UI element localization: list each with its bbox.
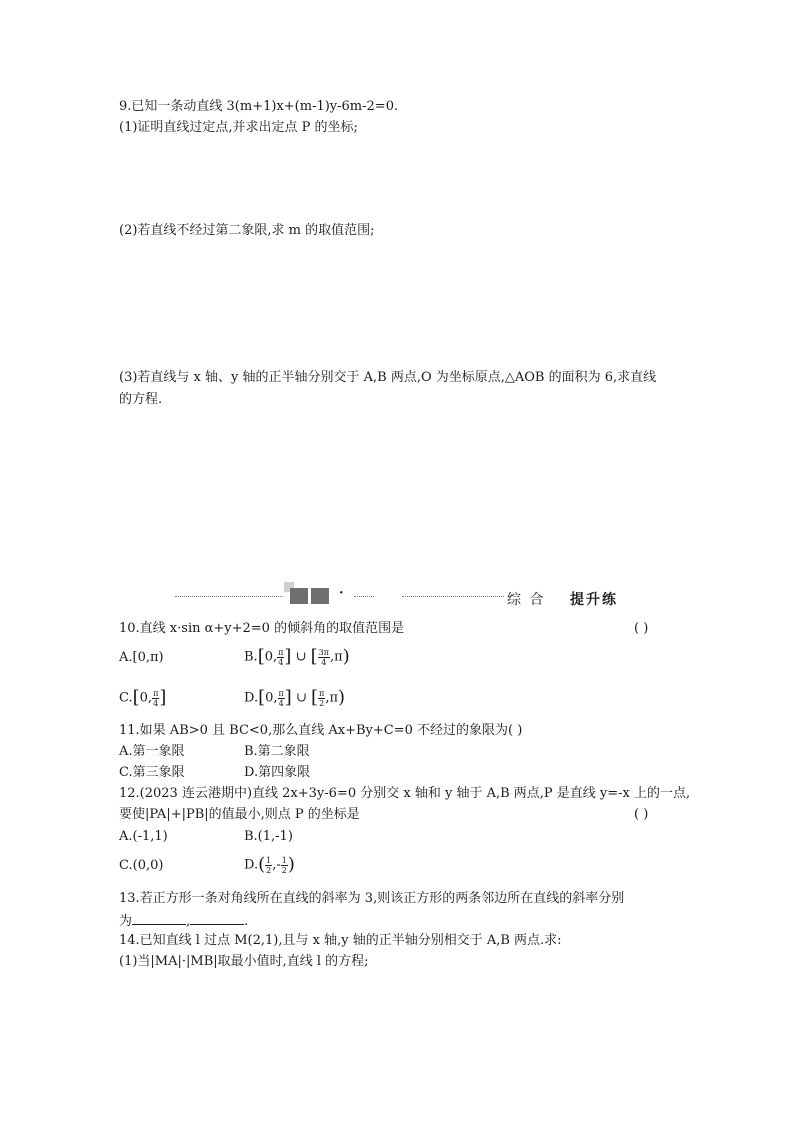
- q12-d-frac2: $\frac{1}{2}$: [281, 855, 287, 875]
- divider-dots-right: [402, 596, 504, 597]
- q12-option-c: C.(0,0): [119, 858, 164, 873]
- q9-part2: (2)若直线不经过第二象限,求 m 的取值范围;: [119, 223, 375, 238]
- q10-c-zero: 0,: [139, 690, 153, 706]
- q12-option-b: B.(1,-1): [244, 829, 293, 844]
- q10-answer-paren: ( ): [634, 621, 649, 636]
- q13-stem-line2: [119, 911, 248, 931]
- q13-blank-2[interactable]: [190, 911, 244, 925]
- q11-option-d: D.第四象限: [244, 765, 311, 780]
- section-label-comprehensive: 综 合: [507, 592, 546, 608]
- q12-answer-paren: ( ): [634, 807, 649, 822]
- q13-stem-line1: 13.若正方形一条对角线所在直线的斜率为 3,则该正方形的两条邻边所在直线的斜率分别: [119, 891, 625, 906]
- q10-stem: 10.直线 x·sin α+y+2=0 的倾斜角的取值范围是: [119, 621, 405, 636]
- q12-option-a: A.(-1,1): [119, 829, 168, 844]
- divider-dot: ·: [339, 586, 344, 601]
- section-label-improve: 提升练: [570, 592, 618, 608]
- q14-stem: 14.已知直线 l 过点 M(2,1),且与 x 轴,y 轴的正半轴分别相交于 A,B 两点.求:: [119, 933, 562, 948]
- q10-option-c-label: C.: [119, 690, 133, 706]
- q12-d-sep: ,-: [272, 857, 281, 873]
- q12-option-d: D.( $\frac{1}{2}$ ,- $\frac{1}{2}$ ): [244, 854, 295, 875]
- q10-d-zero: 0,: [265, 690, 278, 706]
- q10-b-frac1: $\frac{\pi}{4}$: [278, 647, 284, 667]
- q10-d-union: ∪: [295, 690, 307, 706]
- q10-option-d: D.[0, $\frac{\pi}{4}$ ] ∪ [ $\frac{\pi}{2}$ ,π): [244, 687, 346, 708]
- q9-part3-line1: (3)若直线与 x 轴、y 轴的正半轴分别交于 A,B 两点,O 为坐标原点,△AOB 的面积为 6,求直线: [119, 370, 657, 385]
- q12-option-d-label: D.: [244, 857, 259, 873]
- q14-part1: (1)当|MA|·|MB|取最小值时,直线 l 的方程;: [119, 954, 369, 969]
- divider-dots-mid: [354, 596, 374, 597]
- q10-option-c: C.[0, $\frac{\pi}{4}$ ]: [119, 687, 167, 708]
- q10-option-d-label: D.: [244, 690, 259, 706]
- q10-d-pi: ,π: [325, 690, 338, 706]
- q10-c-frac: $\frac{\pi}{4}$: [153, 688, 159, 708]
- q11-option-b: B.第二象限: [244, 744, 310, 759]
- q12-stem-line1: 12.(2023 连云港期中)直线 2x+3y-6=0 分别交 x 轴和 y 轴于 A,B 两点,P 是直线 y=-x 上的一点,: [119, 786, 691, 801]
- q10-b-pi: ,π: [330, 649, 343, 665]
- q12-stem-line2: 要使|PA|+|PB|的值最小,则点 P 的坐标是: [119, 807, 360, 822]
- q10-d-frac1: $\frac{\pi}{4}$: [278, 688, 284, 708]
- divider-square-2: [311, 588, 329, 604]
- q9-part3-line2: 的方程.: [119, 392, 163, 407]
- q9-stem: 9.已知一条动直线 3(m+1)x+(m-1)y-6m-2=0.: [119, 99, 399, 114]
- q13-suffix: .: [244, 914, 249, 929]
- q10-option-b-label: B.: [244, 649, 258, 665]
- q10-option-a: A.[0,π): [119, 650, 164, 665]
- q11-option-c: C.第三象限: [119, 765, 185, 780]
- q12-d-frac1: $\frac{1}{2}$: [266, 855, 272, 875]
- q10-b-zero: 0,: [264, 649, 278, 665]
- divider-dots-left: [175, 596, 283, 597]
- q10-d-frac2: $\frac{\pi}{2}$: [319, 688, 325, 708]
- q13-prefix: 为: [119, 914, 133, 929]
- q10-option-b: B.[0, $\frac{\pi}{4}$ ] ∪ [ $\frac{3\pi}{4}$ ,π): [244, 646, 350, 667]
- q11-stem: 11.如果 AB>0 且 BC<0,那么直线 Ax+By+C=0 不经过的象限为( ): [119, 723, 523, 738]
- q13-sep: ,: [186, 914, 191, 929]
- q10-b-union: ∪: [295, 649, 307, 665]
- q11-option-a: A.第一象限: [119, 744, 185, 759]
- divider-square-1: [290, 588, 308, 604]
- q9-part1: (1)证明直线过定点,并求出定点 P 的坐标;: [119, 120, 358, 135]
- q13-blank-1[interactable]: [132, 911, 186, 925]
- q10-b-frac2: $\frac{3\pi}{4}$: [318, 647, 329, 667]
